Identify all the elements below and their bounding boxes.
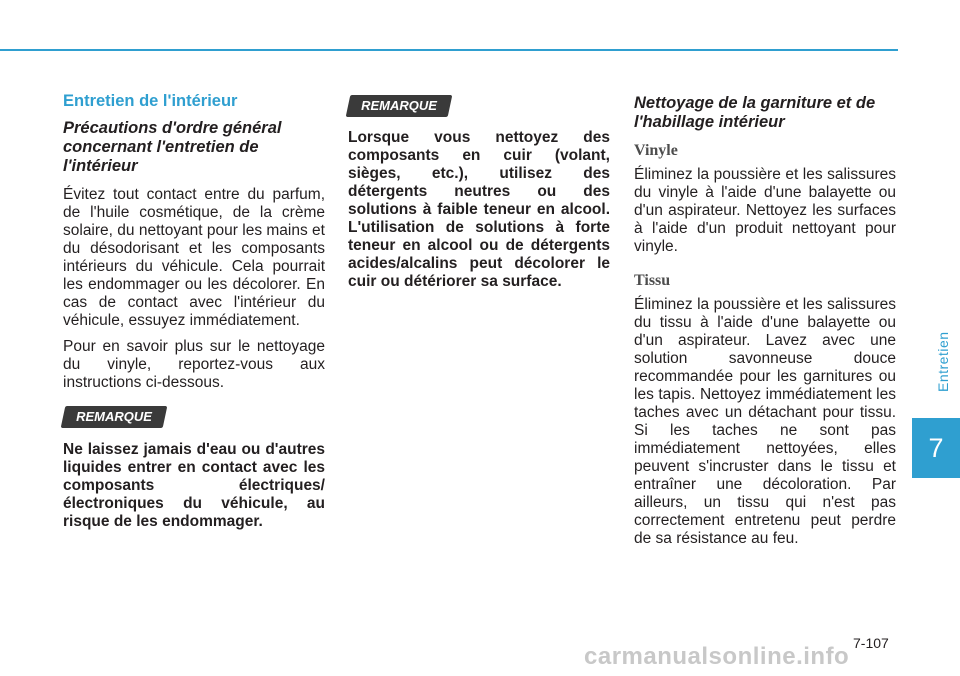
section-title: Entretien de l'intérieur bbox=[63, 92, 238, 110]
fabric-heading: Tissu bbox=[634, 272, 671, 289]
note-badge-label: REMARQUE bbox=[361, 98, 437, 113]
page-number: 7-107 bbox=[853, 635, 889, 651]
vinyl-paragraph: Éliminez la poussière et les salissures du vinyle à l'aide d'une balayette ou d'un aspirateur. Nettoyez les surfaces à l'aide d'un produit nettoyant pour vinyle. bbox=[634, 166, 896, 255]
column-middle bbox=[348, 95, 610, 291]
vinyl-heading: Vinyle bbox=[634, 142, 678, 159]
general-precautions-heading: Précautions d'ordre général concernant l'entretien de l'intérieur bbox=[63, 119, 282, 175]
trim-cleaning-heading: Nettoyage de la garniture et de l'habillage intérieur bbox=[634, 94, 876, 131]
fabric-paragraph: Éliminez la poussière et les salissures du tissu à l'aide d'une balayette ou d'un aspirateur. Lavez avec une solution savonneuse douce recommandée pour les garnitures ou les tapis. Nettoyez immédiatement les taches avec un détachant pour tissu. Si les taches ne sont pas immédiatement nettoyées, elles peuvent s'incruster dans le tissu et entraîner une décoloration. Par ailleurs, un tissu qui n'est pas correctement entretenu peut perdre de sa résistance au feu. bbox=[634, 296, 896, 547]
chapter-tab[interactable] bbox=[912, 418, 960, 478]
leather-cleaning-note: Lorsque vous nettoyez des composants en cuir (volant, sièges, etc.), utilisez des détergents neutres ou des solutions à faible teneur en alcool. L'utilisation de solutions à forte teneur en alcool ou de détergents acides/alcalins peut décolorer le cuir ou détériorer sa surface. bbox=[348, 129, 610, 290]
chapter-number: 7 bbox=[928, 433, 944, 463]
column-right bbox=[634, 94, 896, 556]
liquid-warning-text: Ne laissez jamais d'eau ou d'autres liquides entrer en contact avec les composants électriques/électroniques du véhicule, au risque de les endommager. bbox=[63, 441, 325, 530]
note-badge bbox=[63, 406, 325, 432]
vinyl-reference-paragraph: Pour en savoir plus sur le nettoyage du vinyle, reportez-vous aux instructions ci-dessous. bbox=[63, 338, 325, 391]
chapter-label: Entretien bbox=[935, 331, 951, 392]
precautions-paragraph: Évitez tout contact entre du parfum, de l'huile cosmétique, de la crème solaire, du nettoyant pour les mains et du désodorisant et les composants intérieurs du véhicule. Cela pourrait les endommager ou les décolorer. En cas de contact avec l'intérieur du véhicule, essuyez immédiatement. bbox=[63, 186, 325, 329]
header-rule bbox=[0, 49, 898, 51]
note-badge-label: REMARQUE bbox=[76, 409, 152, 424]
watermark: carmanualsonline.info bbox=[584, 643, 850, 670]
note-badge bbox=[348, 95, 610, 121]
column-left bbox=[63, 90, 325, 531]
